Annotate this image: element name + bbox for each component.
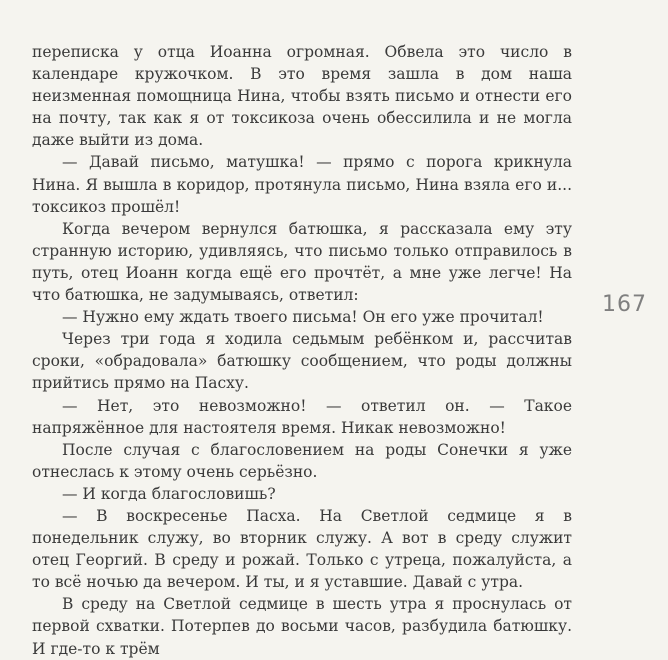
paragraph: После случая с благословением на роды Сонечки я уже отнеслась к этому очень серьёзно. [32, 440, 572, 481]
page-number: 167 [602, 292, 647, 317]
paragraph: Через три года я ходила седьмым ребёнком и, рассчитав сроки, «обрадовала» батюшку сообщением, что роды должны прийтись прямо на Пасху. [32, 330, 572, 393]
paragraph: — Нужно ему ждать твоего письма! Он его уже прочитал! [62, 308, 544, 327]
page-text [32, 41, 572, 660]
paragraph: — В воскресенье Пасха. На Светлой седмице я в понедельник служу, во вторник служу. А вот в среду служит отец Георгий. В среду и рожай. Только с утреца, пожалуйста, а то всё ночью да вечером. И ты, и я уставшие. Давай с утра. [32, 506, 572, 592]
paragraph: — Нет, это невозможно! — ответил он. — Такое напряжённое для настоятеля время. Никак невозможно! [32, 396, 572, 437]
paragraph: — И когда благословишь? [62, 484, 276, 503]
paragraph: Когда вечером вернулся батюшка, я рассказала ему эту странную историю, удивляясь, что письмо только отправилось в путь, отец Иоанн когда ещё его прочтёт, а мне уже легче! На что батюшка, не задумываясь, ответил: [32, 219, 572, 305]
paragraph: — Давай письмо, матушка! — прямо с порога крикнула Нина. Я вышла в коридор, протянула письмо, Нина взяла его и... токсикоз прошёл! [32, 153, 572, 216]
paragraph: переписка у отца Иоанна огромная. Обвела это число в календаре кружочком. В это время зашла в дом наша неизменная помощница Нина, чтобы взять письмо и отнести его на почту, так как я от токсикоза очень обессилила и не могла даже выйти из дома. [32, 43, 572, 150]
paragraph: В среду на Светлой седмице в шесть утра я проснулась от первой схватки. Потерпев до восьми часов, разбудила батюшку. И где-то к трём [32, 595, 572, 658]
